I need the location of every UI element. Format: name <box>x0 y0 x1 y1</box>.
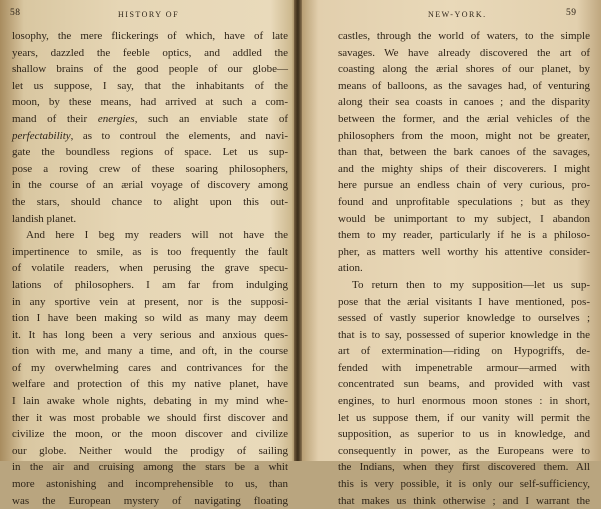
running-head-left: HISTORY OF <box>118 10 180 19</box>
text-line: And here I beg my readers will not have the <box>26 229 288 242</box>
page-number-left: 58 <box>10 8 21 18</box>
text-line: let us suppose them, if our vanity will permit the <box>338 411 590 424</box>
text-line: of volatile readers, when perusing the grave specu- <box>12 262 288 275</box>
text-line: art of extermination—riding on Hypogriffs, de- <box>338 345 590 358</box>
text-line: and the mighty ships of their discoverers. I might <box>338 162 590 175</box>
text-line: would be unimportant to my subject, I abandon <box>338 212 590 225</box>
text-line: years, dazzled the feeble optics, and addled the <box>12 46 288 59</box>
text-line: savages. We have already discovered the art of <box>338 46 590 59</box>
text-line: it. It has long been a very serious and anxious ques- <box>12 328 288 341</box>
text-line: tion with me, and many a time, and oft, in the course <box>12 345 288 358</box>
text-line: castles, through the world of waters, to the simple <box>338 30 590 42</box>
text-line: mand of their energies, such an enviable state of <box>12 112 288 125</box>
text-line: pher, as matters well worthy his attentive consider- <box>338 245 590 258</box>
text-line: gate the boundless regions of space. Let us sup- <box>12 146 288 159</box>
text-line: concentrated sun beams, and provided with vast <box>338 378 590 391</box>
emphasized-word: perfectability <box>12 129 71 142</box>
running-head-right: NEW-YORK. <box>428 10 487 19</box>
text-line: between the former, and the ærial vehicles of the <box>338 112 590 125</box>
text-line: coasting along the ærial shores of our planet, by <box>338 63 590 76</box>
text-line: consequently in power, as the Europeans were to <box>338 444 590 457</box>
text-line: found and unprofitable speculations ; but as they <box>338 195 590 208</box>
text-line: than that, between the bark canoes of the savages, <box>338 146 590 159</box>
text-line: fended with impenetrable armour—armed with <box>338 361 590 374</box>
text-line: philosophers from the moon, might not be greater, <box>338 129 590 142</box>
text-line: ation. <box>338 262 363 275</box>
text-line: ther it was most probable we should first discover and <box>12 411 288 424</box>
text-line: I lain awake whole nights, debating in my mind whe- <box>12 395 288 408</box>
page-number-right: 59 <box>566 8 577 18</box>
text-line: pose a roving crew of these soaring philosophers, <box>12 162 288 175</box>
text-line: shallow brains of the good people of our globe— <box>12 63 288 76</box>
text-line: in the course of an ærial voyage of discovery among <box>12 179 288 192</box>
text-line: here pursue an endless chain of very curious, pro- <box>338 179 590 192</box>
text-line: them to my reader, particularly if he is a philoso- <box>338 229 590 242</box>
text-line: was the European mystery of navigating floating <box>12 494 288 507</box>
text-line: along their sea coasts in canoes ; and the disparity <box>338 96 590 109</box>
text-line: tion I have been making so wild as many may deem <box>12 312 288 325</box>
text-line: moon, by these means, had arrived at such a com- <box>12 96 288 109</box>
text-line: more astonishing and incomprehensible to us, than <box>12 478 288 491</box>
emphasized-word: energies <box>97 112 135 125</box>
text-line: in the air and cruising among the stars be a whit <box>12 461 288 474</box>
left-page-body <box>12 28 288 509</box>
text-line: perfectability, as to controul the elements, and navi- <box>12 129 288 142</box>
text-line: engines, to hurl enormous moon stones : in short, <box>338 395 590 408</box>
text-line: welfare and protection of this my native planet, have <box>12 378 288 391</box>
right-page <box>300 0 601 507</box>
text-line: that is to say, possessed of superior knowledge in the <box>338 328 590 341</box>
text-line: supposition, as superior to us in knowledge, and <box>338 428 590 441</box>
text-line: our globe. Neither would the prodigy of sailing <box>12 444 288 457</box>
text-line: this is very possible, it is only our self-sufficiency, <box>338 478 590 491</box>
text-line: sessed of vastly superior knowledge to ourselves ; <box>338 312 590 325</box>
text-line: civilize the moon, or the moon discover and civilize <box>12 428 288 441</box>
text-line: lations of philosophers. I am far from indulging <box>12 278 288 291</box>
text-line: the Indians, when they first discovered them. All <box>338 461 590 474</box>
text-line: landish planet. <box>12 212 77 225</box>
text-line: in any sportive vein at present, nor is the supposi- <box>12 295 288 308</box>
text-line: means of balloons, as the savages had, of venturing <box>338 79 590 92</box>
text-line: losophy, the mere flickerings of which, have of late <box>12 30 288 42</box>
text-line: let us suppose, I say, that the inhabitants of the <box>12 79 288 92</box>
text-line: pose that the ærial visitants I have mentioned, pos- <box>338 295 590 308</box>
text-line: the stars, should chance to alight upon this out- <box>12 195 288 208</box>
text-line: of my overwhelming cares and contrivances for the <box>12 361 288 374</box>
text-line: that makes us think otherwise ; and I warrant the <box>338 494 590 507</box>
left-page <box>0 0 296 507</box>
right-page-body <box>338 28 590 509</box>
text-line: To return then to my supposition—let us sup- <box>352 278 590 291</box>
text-line: impertinence to smile, as is too frequently the fault <box>12 245 288 258</box>
